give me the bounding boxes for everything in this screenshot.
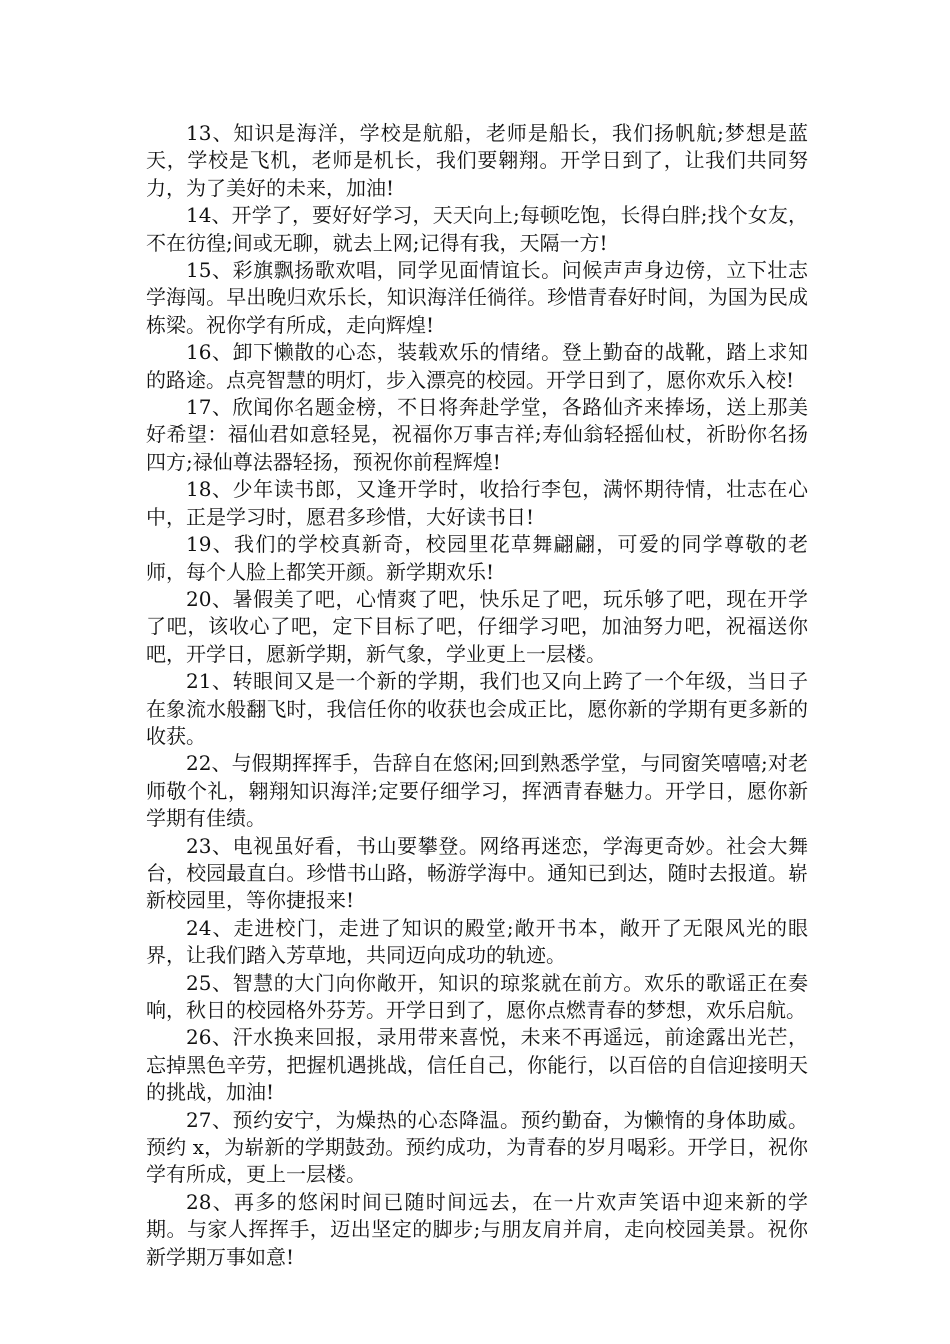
paragraph-25: 25、智慧的大门向你敞开，知识的琼浆就在前方。欢乐的歌谣正在奏响，秋日的校园格外芬芳。开学日到了，愿你点燃青春的梦想，欢乐启航。: [146, 970, 808, 1022]
paragraph-20: 20、暑假美了吧，心情爽了吧，快乐足了吧，玩乐够了吧，现在开学了吧，该收心了吧，定下目标了吧，仔细学习吧，加油努力吧，祝福送你吧，开学日，愿新学期，新气象，学业更上一层楼。: [146, 586, 808, 666]
paragraph-26: 26、汗水换来回报，录用带来喜悦，未来不再遥远，前途露出光芒，忘掉黑色辛劳，把握机遇挑战，信任自己，你能行，以百倍的自信迎接明天的挑战，加油!: [146, 1025, 808, 1105]
paragraph-23: 23、电视虽好看，书山要攀登。网络再迷恋，学海更奇妙。社会大舞台，校园最直白。珍惜书山路，畅游学海中。通知已到达，随时去报道。崭新校园里，等你捷报来!: [146, 833, 808, 913]
paragraph-27: 27、预约安宁，为燥热的心态降温。预约勤奋，为懒惰的身体助威。预约 x，为崭新的学期鼓劲。预约成功，为青春的岁月喝彩。开学日，祝你学有所成，更上一层楼。: [146, 1107, 808, 1187]
paragraph-24: 24、走进校门，走进了知识的殿堂;敞开书本，敞开了无限风光的眼界，让我们踏入芳草地，共同迈向成功的轨迹。: [146, 915, 808, 968]
paragraph-28: 28、再多的悠闲时间已随时间远去，在一片欢声笑语中迎来新的学期。与家人挥挥手，迈出坚定的脚步;与朋友肩并肩，走向校园美景。祝你新学期万事如意!: [146, 1189, 808, 1269]
paragraph-13: 13、知识是海洋，学校是航船，老师是船长，我们扬帆航;梦想是蓝天，学校是飞机，老师是机长，我们要翱翔。开学日到了，让我们共同努力，为了美好的未来，加油!: [146, 121, 808, 200]
paragraph-16: 16、卸下懒散的心态，装载欢乐的情绪。登上勤奋的战靴，踏上求知的路途。点亮智慧的明灯，步入漂亮的校园。开学日到了，愿你欢乐入校!: [146, 340, 808, 392]
document-page: [146, 120, 808, 1271]
paragraph-21: 21、转眼间又是一个新的学期，我们也又向上跨了一个年级，当日子在象流水般翻飞时，我信任你的收获也会成正比，愿你新的学期有更多新的收获。: [146, 669, 808, 748]
paragraph-15: 15、彩旗飘扬歌欢唱，同学见面情谊长。问候声声身边傍，立下壮志学海闯。早出晚归欢乐长，知识海洋任徜徉。珍惜青春好时间，为国为民成栋梁。祝你学有所成，走向辉煌!: [146, 258, 808, 337]
paragraph-19: 19、我们的学校真新奇，校园里花草舞翩翩，可爱的同学尊敬的老师，每个人脸上都笑开颜。新学期欢乐!: [146, 532, 808, 584]
paragraph-18: 18、少年读书郎，又逢开学时，收拾行李包，满怀期待情，壮志在心中，正是学习时，愿君多珍惜，大好读书日!: [146, 477, 808, 529]
paragraph-22: 22、与假期挥挥手，告辞自在悠闲;回到熟悉学堂，与同窗笑嘻嘻;对老师敬个礼，翱翔知识海洋;定要仔细学习，挥洒青春魅力。开学日，愿你新学期有佳绩。: [146, 751, 808, 831]
paragraph-14: 14、开学了，要好好学习，天天向上;每顿吃饱，长得白胖;找个女友，不在彷徨;间或无聊，就去上网;记得有我，天隔一方!: [146, 203, 808, 255]
paragraph-17: 17、欣闻你名题金榜，不日将奔赴学堂，各路仙齐来捧场，送上那美好希望：福仙君如意轻晃，祝福你万事吉祥;寿仙翁轻摇仙杖，祈盼你名扬四方;禄仙尊法器轻扬，预祝你前程辉煌!: [146, 395, 808, 474]
